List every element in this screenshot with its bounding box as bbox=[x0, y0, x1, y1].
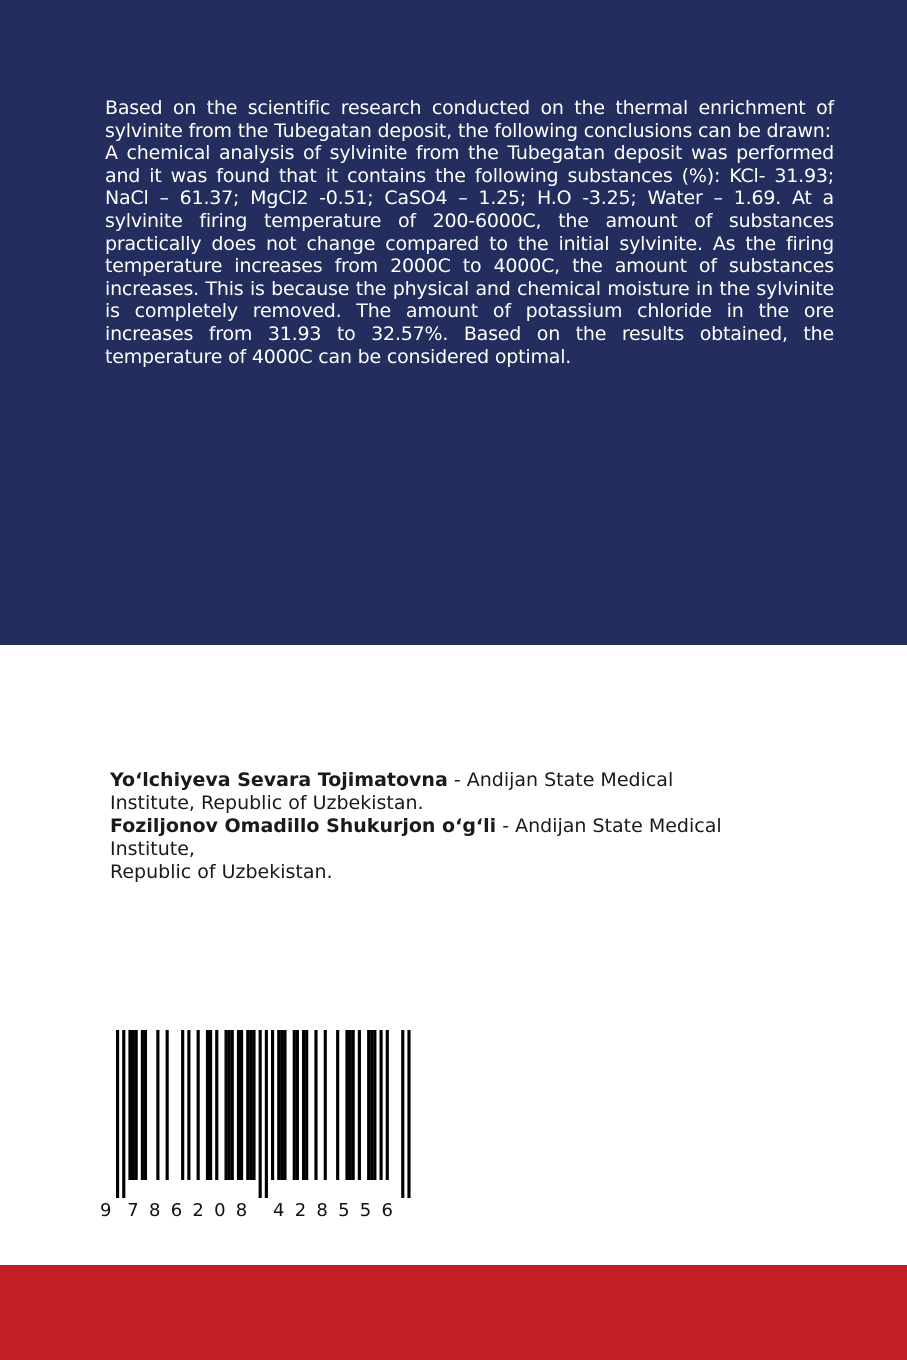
barcode-bar bbox=[215, 1030, 218, 1180]
barcode-bar bbox=[128, 1030, 131, 1180]
barcode-bar bbox=[228, 1030, 231, 1180]
barcode-bar bbox=[358, 1030, 361, 1180]
barcode-bar bbox=[249, 1030, 252, 1180]
barcode-bar bbox=[380, 1030, 383, 1180]
barcode-bar bbox=[144, 1030, 147, 1180]
barcode-bar bbox=[206, 1030, 209, 1180]
barcode-bar bbox=[367, 1030, 370, 1180]
barcode-bar bbox=[141, 1030, 144, 1180]
isbn-barcode bbox=[100, 1030, 420, 1230]
barcode-bar bbox=[283, 1030, 286, 1180]
barcode-bar bbox=[349, 1030, 352, 1180]
cover-blue-panel bbox=[0, 0, 907, 645]
barcode-digit: 0 bbox=[214, 1200, 226, 1221]
barcode-bar bbox=[401, 1030, 404, 1198]
author-entry-2 bbox=[110, 815, 810, 884]
barcode-bar bbox=[237, 1030, 240, 1180]
author-affiliation: - Andijan State Medical Institute, bbox=[110, 815, 722, 860]
barcode-bar bbox=[209, 1030, 212, 1180]
barcode-digit: 6 bbox=[170, 1200, 183, 1221]
barcode-bar bbox=[407, 1030, 410, 1198]
author-affiliation-cont: Institute, Republic of Uzbekistan. bbox=[110, 792, 424, 814]
barcode-digit: 8 bbox=[235, 1200, 248, 1221]
barcode-bar bbox=[132, 1030, 135, 1180]
barcode-bar bbox=[181, 1030, 184, 1180]
barcode-bar bbox=[305, 1030, 308, 1180]
barcode-bars bbox=[100, 1030, 420, 1198]
authors-block bbox=[110, 769, 810, 884]
barcode-digit: 2 bbox=[294, 1200, 307, 1221]
barcode-digit: 4 bbox=[273, 1200, 285, 1221]
abstract-body: A chemical analysis of sylvinite from the Tubegatan deposit was performed and it was found that it contains the following substances (%): KCl- 31.93; NaCl – 61.37; MgCl2 -0.51; CaSO4 – 1.25; H.O -3.25; Water – 1.69. At a sylvinite firing temperature of 200-6000C, the amount of substances practically does not change compared to the initial sylvinite. As the firing temperature increases from 2000C to 4000C, the amount of substances increases. This is because the physical and chemical moisture in the sylvinite is completely removed. The amount of potassium chloride in the ore increases from 31.93 to 32.57%. Based on the results obtained, the temperature of 4000C can be considered optimal. bbox=[105, 142, 834, 368]
barcode-bar bbox=[296, 1030, 299, 1180]
barcode-bar bbox=[252, 1030, 255, 1180]
barcode-bar bbox=[345, 1030, 348, 1180]
barcode-bar bbox=[352, 1030, 355, 1180]
barcode-bar bbox=[293, 1030, 296, 1180]
barcode-digit: 8 bbox=[149, 1200, 161, 1221]
barcode-bar bbox=[240, 1030, 243, 1180]
barcode-digit: 2 bbox=[192, 1200, 204, 1221]
barcode-bar bbox=[271, 1030, 274, 1180]
author-name: Yo‘lchiyeva Sevara Tojimatovna bbox=[110, 769, 448, 791]
barcode-digit: 5 bbox=[359, 1200, 372, 1221]
barcode-bar bbox=[280, 1030, 283, 1180]
author-name: Foziljonov Omadillo Shukurjon o‘g‘li bbox=[110, 815, 497, 837]
barcode-bar bbox=[277, 1030, 280, 1180]
barcode-bar bbox=[156, 1030, 159, 1180]
barcode-bar bbox=[314, 1030, 317, 1180]
barcode-bar bbox=[265, 1030, 268, 1198]
barcode-bar bbox=[370, 1030, 373, 1180]
barcode-bar bbox=[259, 1030, 262, 1198]
barcode-bar bbox=[166, 1030, 169, 1180]
barcode-bar bbox=[231, 1030, 234, 1180]
author-affiliation: - Andijan State Medical bbox=[447, 769, 674, 791]
abstract-text bbox=[105, 97, 834, 368]
barcode-bar bbox=[197, 1030, 200, 1180]
abstract-intro: Based on the scientific research conducted on the thermal enrichment of sylvinite from the Tubegatan deposit, the following conclusions can be drawn: bbox=[105, 97, 834, 142]
author-entry-1 bbox=[110, 769, 810, 815]
barcode-digit: 6 bbox=[381, 1200, 393, 1221]
barcode-bar bbox=[324, 1030, 327, 1180]
cover-red-band bbox=[0, 1265, 907, 1360]
barcode-bar bbox=[225, 1030, 228, 1180]
barcode-bar bbox=[336, 1030, 339, 1180]
barcode-digit: 9 bbox=[100, 1200, 112, 1221]
author-affiliation-cont: Republic of Uzbekistan. bbox=[110, 861, 333, 883]
barcode-bar bbox=[246, 1030, 249, 1180]
barcode-digit: 7 bbox=[127, 1200, 139, 1221]
barcode-bar bbox=[386, 1030, 389, 1180]
barcode-bar bbox=[122, 1030, 125, 1198]
barcode-bar bbox=[135, 1030, 138, 1180]
barcode-bar bbox=[373, 1030, 376, 1180]
barcode-digit: 5 bbox=[338, 1200, 350, 1221]
barcode-bar bbox=[302, 1030, 305, 1180]
barcode-digit: 8 bbox=[316, 1200, 328, 1221]
barcode-bar bbox=[187, 1030, 190, 1180]
barcode-bar bbox=[116, 1030, 119, 1198]
